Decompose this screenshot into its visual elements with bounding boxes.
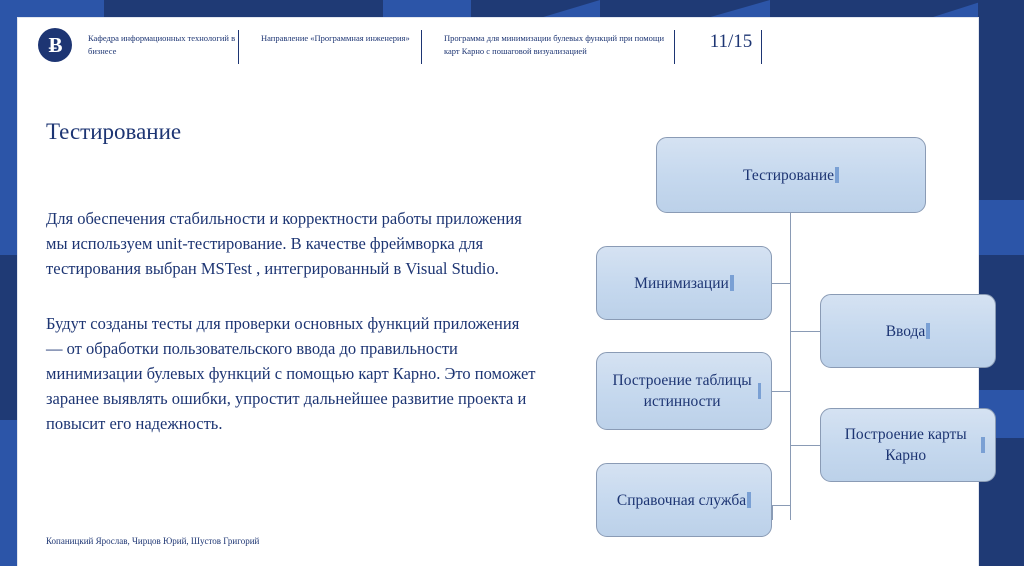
- diagram-node-truth-table[interactable]: [596, 352, 772, 430]
- header-divider-4: [761, 30, 762, 64]
- text-caret-icon: [758, 383, 761, 399]
- text-caret-icon: [926, 323, 930, 339]
- diagram-node-minimization-label: Минимизации: [634, 274, 729, 292]
- header-divider-2: [421, 30, 422, 64]
- edge-to-karnaugh: [790, 445, 820, 446]
- university-logo-icon: [38, 28, 72, 62]
- header-divider-1: [238, 30, 239, 64]
- diagram-node-root-label: Тестирование: [742, 166, 835, 184]
- text-caret-icon: [981, 437, 985, 453]
- text-caret-icon: [747, 492, 751, 508]
- slide-page-number: 11/15: [709, 31, 753, 52]
- diagram-node-minimization[interactable]: [596, 246, 772, 320]
- slide-title: Тестирование: [46, 119, 182, 144]
- logo-monogram: Ƀ: [48, 33, 62, 57]
- diagram-node-help-service[interactable]: [596, 463, 772, 537]
- diagram-node-input[interactable]: [820, 294, 996, 368]
- band-wedge-1: [540, 0, 600, 18]
- edge-to-help: [772, 505, 791, 506]
- diagram-node-input-label: Ввода: [885, 322, 926, 340]
- edge-to-input: [790, 331, 820, 332]
- diagram-node-help-service-label: Справочная служба: [616, 491, 747, 509]
- edge-root-trunk: [790, 211, 791, 266]
- edge-main-trunk: [790, 266, 791, 520]
- slide-header: [20, 22, 950, 78]
- left-decorative-bar-segment: [0, 255, 18, 420]
- diagram-node-karnaugh-map-label: Построение карты Карно: [844, 426, 967, 464]
- band-wedge-3: [680, 0, 770, 18]
- text-caret-icon: [730, 275, 734, 291]
- text-caret-icon: [835, 167, 839, 183]
- band-chevron-1: [0, 0, 104, 18]
- diagram-node-root[interactable]: [656, 137, 926, 213]
- band-chevron-2: [383, 0, 471, 18]
- header-program: Направление «Программная инженерия»: [261, 33, 410, 43]
- bottom-strip: [0, 566, 1024, 574]
- header-department: Кафедра информационных технологий в бизнесе: [88, 33, 236, 56]
- diagram-node-karnaugh-map[interactable]: [820, 408, 996, 482]
- edge-to-truthtable: [772, 391, 791, 392]
- top-decorative-band: [0, 0, 1024, 18]
- testing-hierarchy-diagram: [580, 115, 1010, 545]
- body-paragraph-2: Будут созданы тесты для проверки основных функций приложения — от обработки пользовательского ввода до правильности минимизации булевых функций с помощью карт Карно. Это поможет заранее выявлять ошибки, упростит дальнейшее развитие проекта и повысит его надежность.: [46, 314, 536, 433]
- header-divider-3: [674, 30, 675, 64]
- diagram-node-truth-table-label: Построение таблицы истинности: [612, 372, 752, 410]
- body-paragraph-1: Для обеспечения стабильности и корректности работы приложения мы используем unit-тестирование. В качестве фреймворка для тестирования выбран MSTest , интегрированный в Visual Studio.: [46, 209, 522, 278]
- edge-to-min: [772, 283, 791, 284]
- slide-footer-authors: Копаницкий Ярослав, Чирцов Юрий, Шустов Григорий: [46, 536, 260, 546]
- edge-help-drop: [772, 505, 773, 520]
- header-project-title: Программа для минимизации булевых функций при помощи карт Карно с пошаговой визуализацией: [444, 33, 665, 56]
